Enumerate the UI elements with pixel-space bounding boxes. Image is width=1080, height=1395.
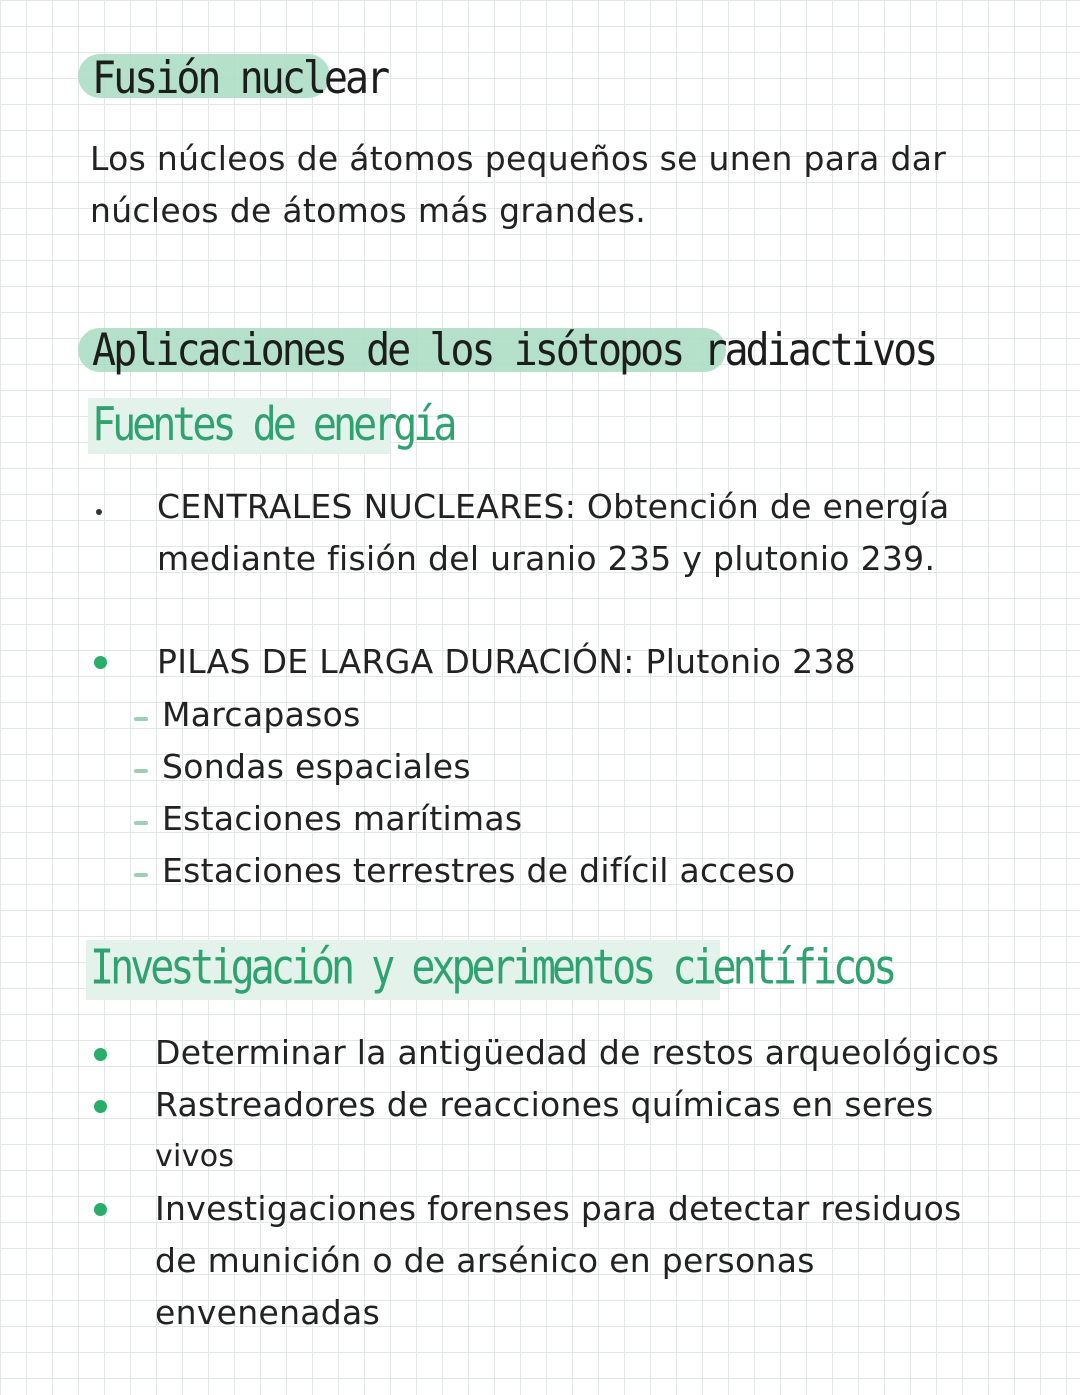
subsection-title-energia: Fuentes de energía	[92, 398, 454, 452]
pilas-subitem: Sondas espaciales	[162, 747, 471, 786]
centrales-line-2: mediante fisión del uranio 235 y plutonio 239.	[157, 539, 936, 578]
bullet	[94, 1100, 107, 1113]
pilas-subitem: Estaciones marítimas	[162, 799, 523, 838]
fusion-body-line-1: Los núcleos de átomos pequeños se unen para dar	[90, 139, 947, 178]
investigacion-item-line: de munición o de arsénico en personas	[155, 1241, 815, 1280]
investigacion-item-line: envenenadas	[155, 1293, 381, 1332]
dash	[134, 821, 148, 825]
section-title-fusion: Fusión nuclear	[92, 52, 388, 105]
dash	[134, 717, 148, 721]
dash	[134, 769, 148, 773]
investigacion-item-line: Investigaciones forenses para detectar residuos	[155, 1189, 962, 1228]
bullet	[94, 1203, 107, 1216]
bullet	[96, 509, 102, 515]
investigacion-item-line: Determinar la antigüedad de restos arqueológicos	[155, 1033, 1000, 1072]
section-title-aplicaciones: Aplicaciones de los isótopos radiactivos	[92, 324, 936, 377]
bullet	[94, 656, 107, 669]
centrales-line-1: CENTRALES NUCLEARES: Obtención de energía	[157, 487, 950, 526]
subsection-title-investigacion: Investigación y experimentos científicos	[90, 940, 894, 996]
dash	[134, 873, 148, 877]
bullet	[94, 1048, 107, 1061]
investigacion-item-line: vivos	[155, 1139, 235, 1174]
pilas-subitem: Estaciones terrestres de difícil acceso	[162, 851, 796, 890]
pilas-subitem: Marcapasos	[162, 695, 361, 734]
investigacion-item-line: Rastreadores de reacciones químicas en seres	[155, 1085, 934, 1124]
pilas-line-1: PILAS DE LARGA DURACIÓN: Plutonio 238	[157, 642, 856, 681]
fusion-body-line-2: núcleos de átomos más grandes.	[90, 191, 647, 230]
